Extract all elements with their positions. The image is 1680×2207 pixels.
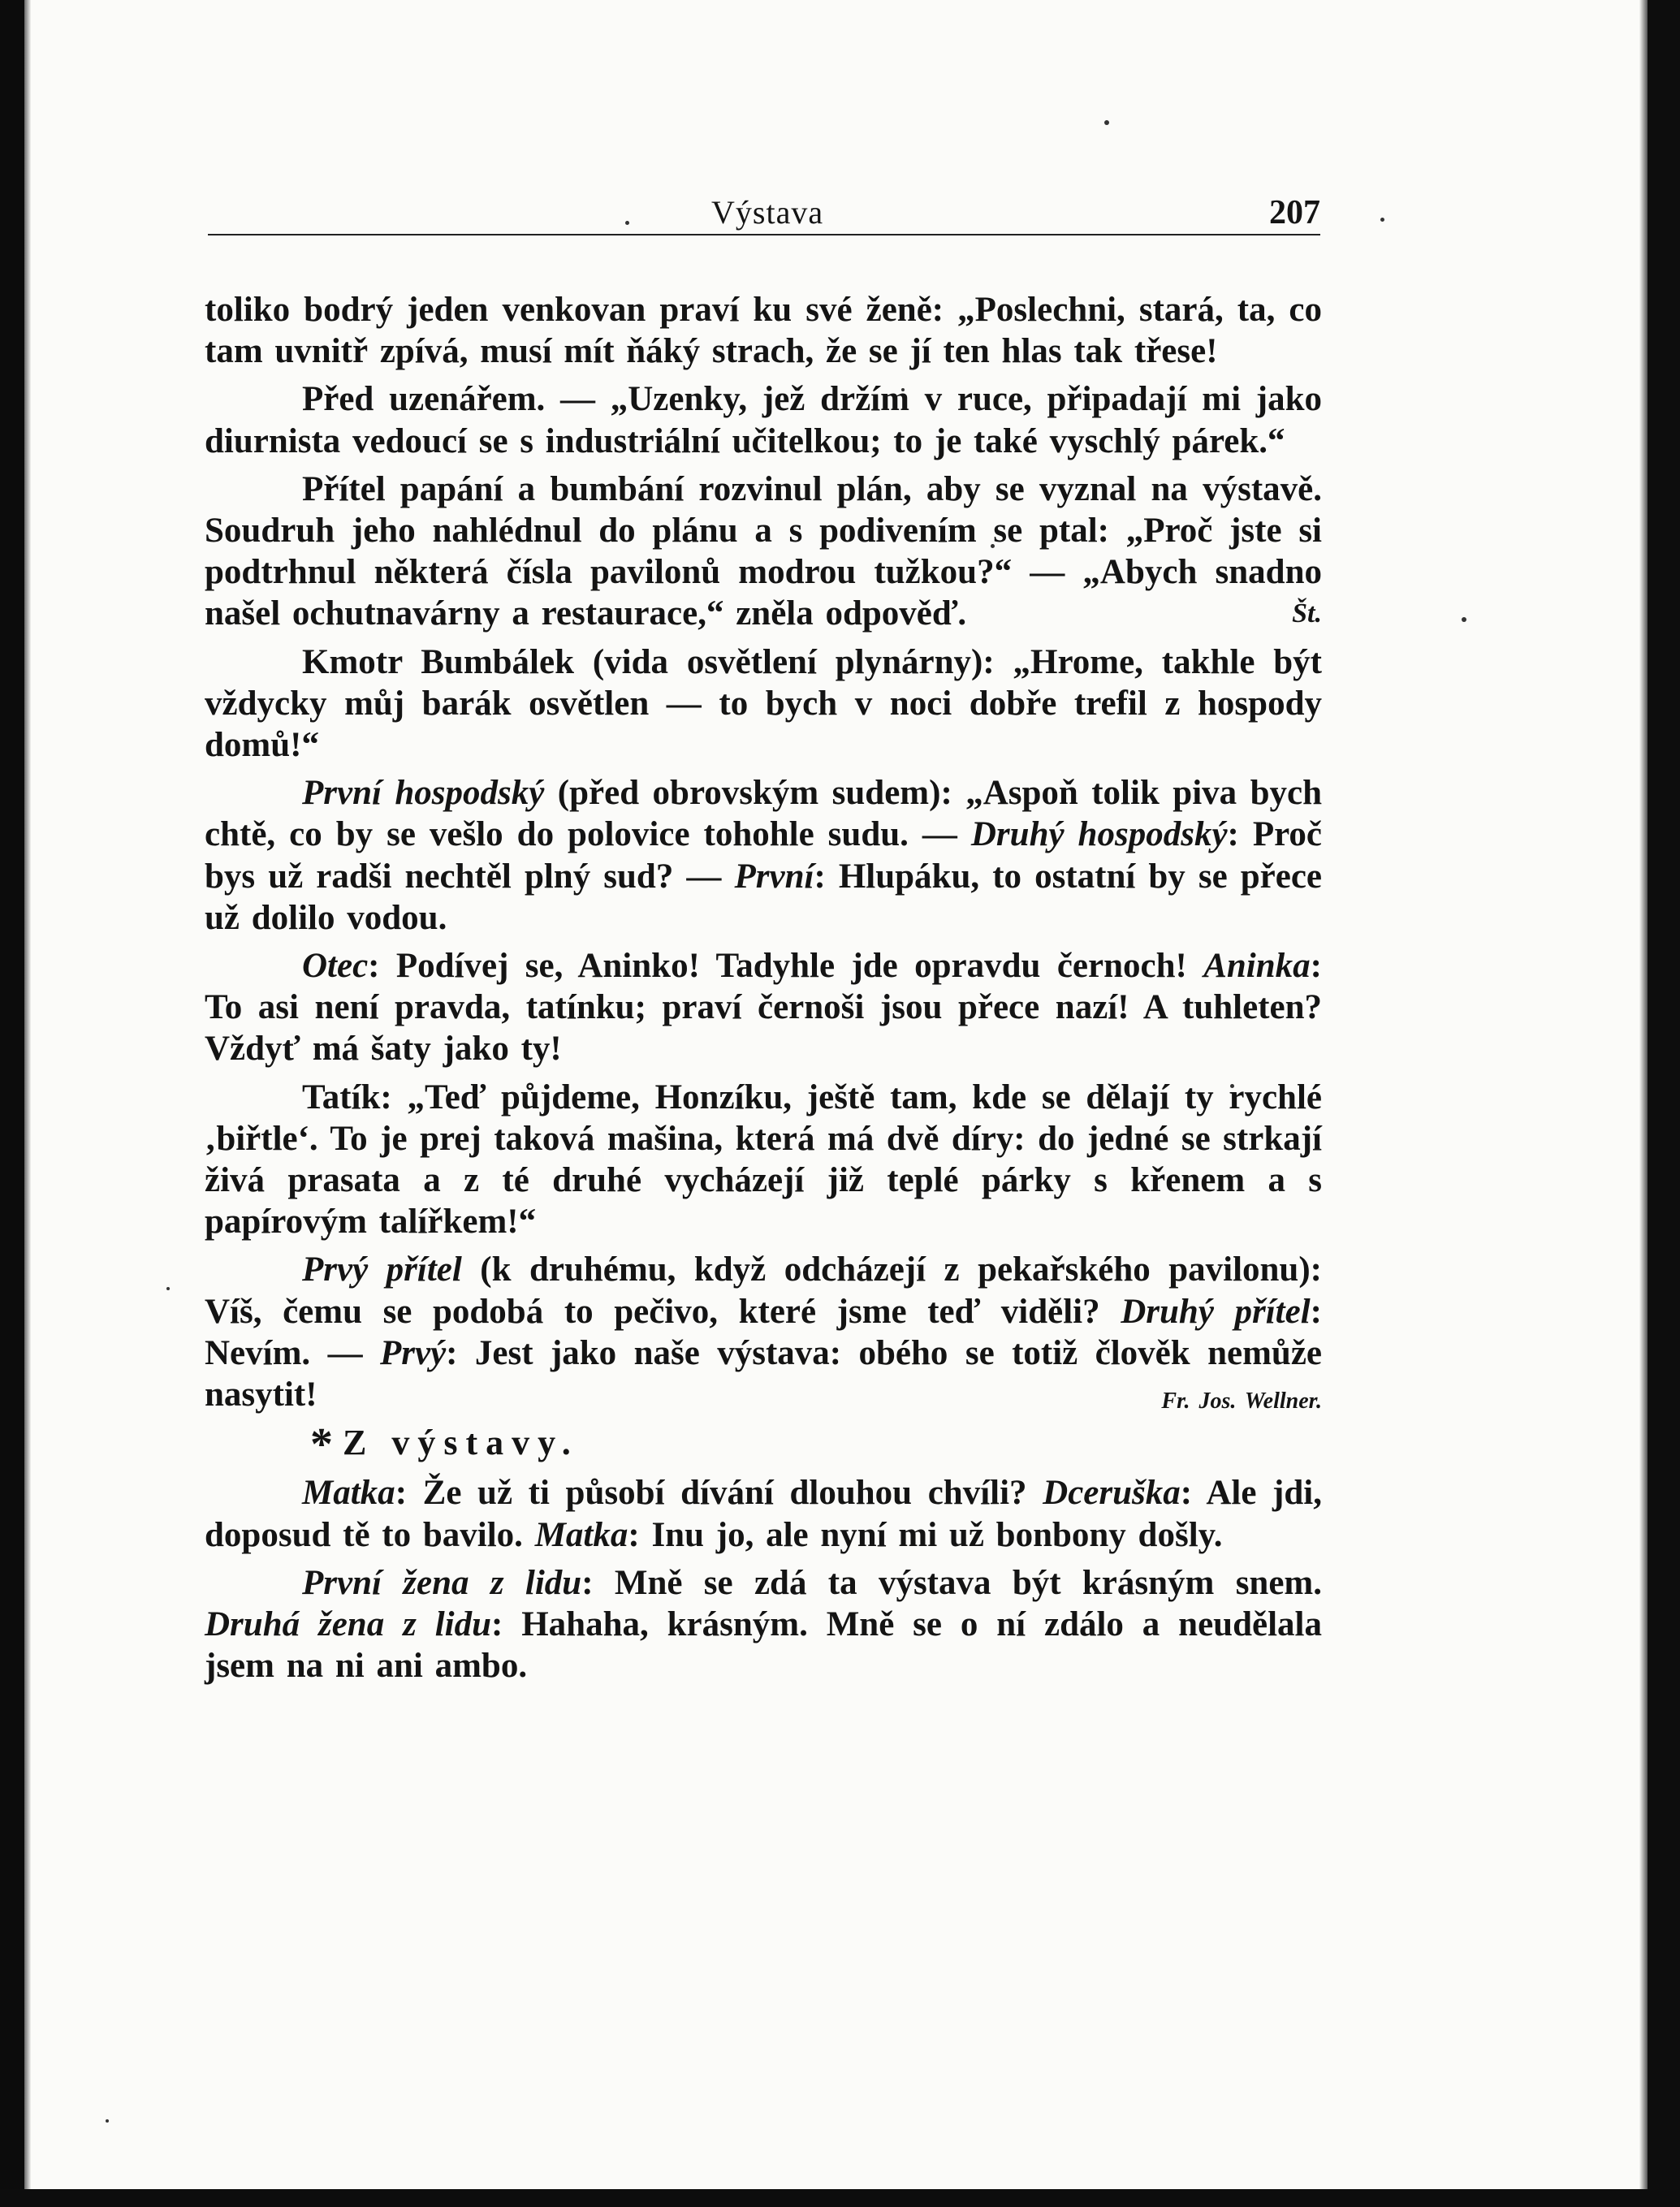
scan-shadow-right <box>1639 0 1648 2207</box>
dialogue-text: : Nevím. — <box>205 1292 1322 1372</box>
section-heading <box>205 1419 1322 1471</box>
scan-border-right <box>1648 0 1680 2207</box>
speaker-name: Aninka <box>1203 947 1311 986</box>
dialogue-text: : Hahaha, krásným. Mně se o ní zdálo a neudělala jsem na ni ani ambo. <box>205 1605 1322 1686</box>
running-header <box>208 188 1320 237</box>
paragraph-1 <box>205 289 1322 372</box>
paragraph-text: Kmotr Bumbálek (vida osvětlení plynárny): „Hrome, takhle být vždycky můj barák osvětlen — to bych v noci dobře trefil z hospody domů!“ <box>205 642 1322 765</box>
speaker-name: Matka <box>302 1474 395 1513</box>
paragraph-text: Přítel papání a bumbání rozvinul plán, aby se vyznal na výstavě. Soudruh jeho nahlédnul do plánu a s podivením se ptal: „Proč jste si podtrhnul některá čísla pavilonů modrou tužkou?“ — „Abych snadno našel ochutnavárny a restaurace,“ zněla odpověď. <box>205 469 1322 633</box>
paragraph-9 <box>205 1472 1322 1555</box>
dialogue-text: : Inu jo, ale nyní mi už bonbony došly. <box>628 1515 1223 1554</box>
dialogue-text: : Ale jdi, doposud tě to bavilo. <box>205 1474 1322 1554</box>
asterisk-icon: * <box>310 1419 343 1471</box>
running-title: Výstava <box>711 194 824 231</box>
paragraph-4 <box>205 641 1322 767</box>
dialogue-text: : Že už ti působí dívání dlouhou chvíli? <box>395 1474 1043 1513</box>
section-title: Z výstavy. <box>343 1423 579 1463</box>
scan-border-bottom <box>0 2189 1680 2207</box>
header-rule <box>208 234 1320 235</box>
dialogue-text: : Hlupáku, to ostatní by se přece už dolilo vodou. <box>205 857 1322 937</box>
dialogue-text: (před obrovským sudem): „Aspoň tolik piva bych chtě, co by se vešlo do polovice tohohle sudu. — <box>205 774 1323 854</box>
paragraph-7 <box>205 1077 1322 1243</box>
scan-shadow-left <box>24 0 31 2207</box>
speaker-name: První hospodský <box>302 774 545 813</box>
scan-border-left <box>0 0 24 2207</box>
paragraph-10 <box>205 1562 1322 1687</box>
author-initials: Št. <box>1292 598 1322 629</box>
paragraph-6 <box>205 945 1322 1070</box>
dialogue-text: : Jest jako naše výstava: obého se totiž člověk nemůže nasytit! <box>205 1333 1323 1414</box>
speaker-name: První <box>734 857 814 896</box>
page-number: 207 <box>1269 194 1320 231</box>
speaker-name: Druhá žena z lidu <box>205 1605 492 1644</box>
dialogue-text: : To asi není pravda, tatínku; praví černoši jsou přece nazí! A tuhleten? Vždyť má šaty jako ty! <box>205 947 1322 1069</box>
speaker-name: Dceruška <box>1043 1474 1181 1513</box>
speaker-name: Otec <box>302 947 369 986</box>
speaker-name: První žena z lidu <box>302 1563 582 1602</box>
dialogue-text: : Podívej se, Aninko! Tadyhle jde opravdu černoch! <box>368 947 1204 986</box>
speaker-name: Prvý <box>379 1333 447 1372</box>
paragraph-text: toliko bodrý jeden venkovan praví ku své ženě: „Poslechni, stará, ta, co tam uvnitř zpívá, musí mít ňáký strach, že se jí ten hlas tak třese! <box>205 291 1322 371</box>
paragraph-2 <box>205 378 1322 461</box>
speaker-name: Prvý přítel <box>302 1250 462 1289</box>
paragraph-5 <box>205 772 1322 939</box>
paragraph-3 <box>205 469 1322 635</box>
author-signature: Fr. Jos. Wellner. <box>1161 1389 1322 1414</box>
dialogue-text: : Proč bys už radši nechtěl plný sud? — <box>205 815 1322 896</box>
speaker-name: Druhý přítel <box>1121 1292 1311 1331</box>
page-body <box>205 289 1322 1687</box>
dialogue-text: : Mně se zdá ta výstava být krásným snem. <box>581 1563 1322 1602</box>
speaker-name: Druhý hospodský <box>970 815 1228 854</box>
dialogue-text: (k druhému, když odcházejí z pekařského pavilonu): Víš, čemu se podobá to pečivo, které jsme teď viděli? <box>205 1250 1322 1331</box>
paragraph-8 <box>205 1249 1322 1415</box>
paragraph-text: Tatík: „Teď půjdeme, Honzíku, ještě tam, kde se dělají ty rychlé ‚biřtle‘. To je prej taková mašina, která má dvě díry: do jedné se strkají živá prasata a z té druhé vycházejí již teplé párky s křenem a s papírovým talířkem!“ <box>205 1078 1322 1242</box>
scan-mark <box>5 123 23 132</box>
paragraph-text: Před uzenářem. — „Uzenky, jež držím v ruce, připadají mi jako diurnista vedoucí se s industriální učitelkou; to je také vyschlý párek.“ <box>205 380 1322 460</box>
speaker-name: Matka <box>534 1515 628 1554</box>
